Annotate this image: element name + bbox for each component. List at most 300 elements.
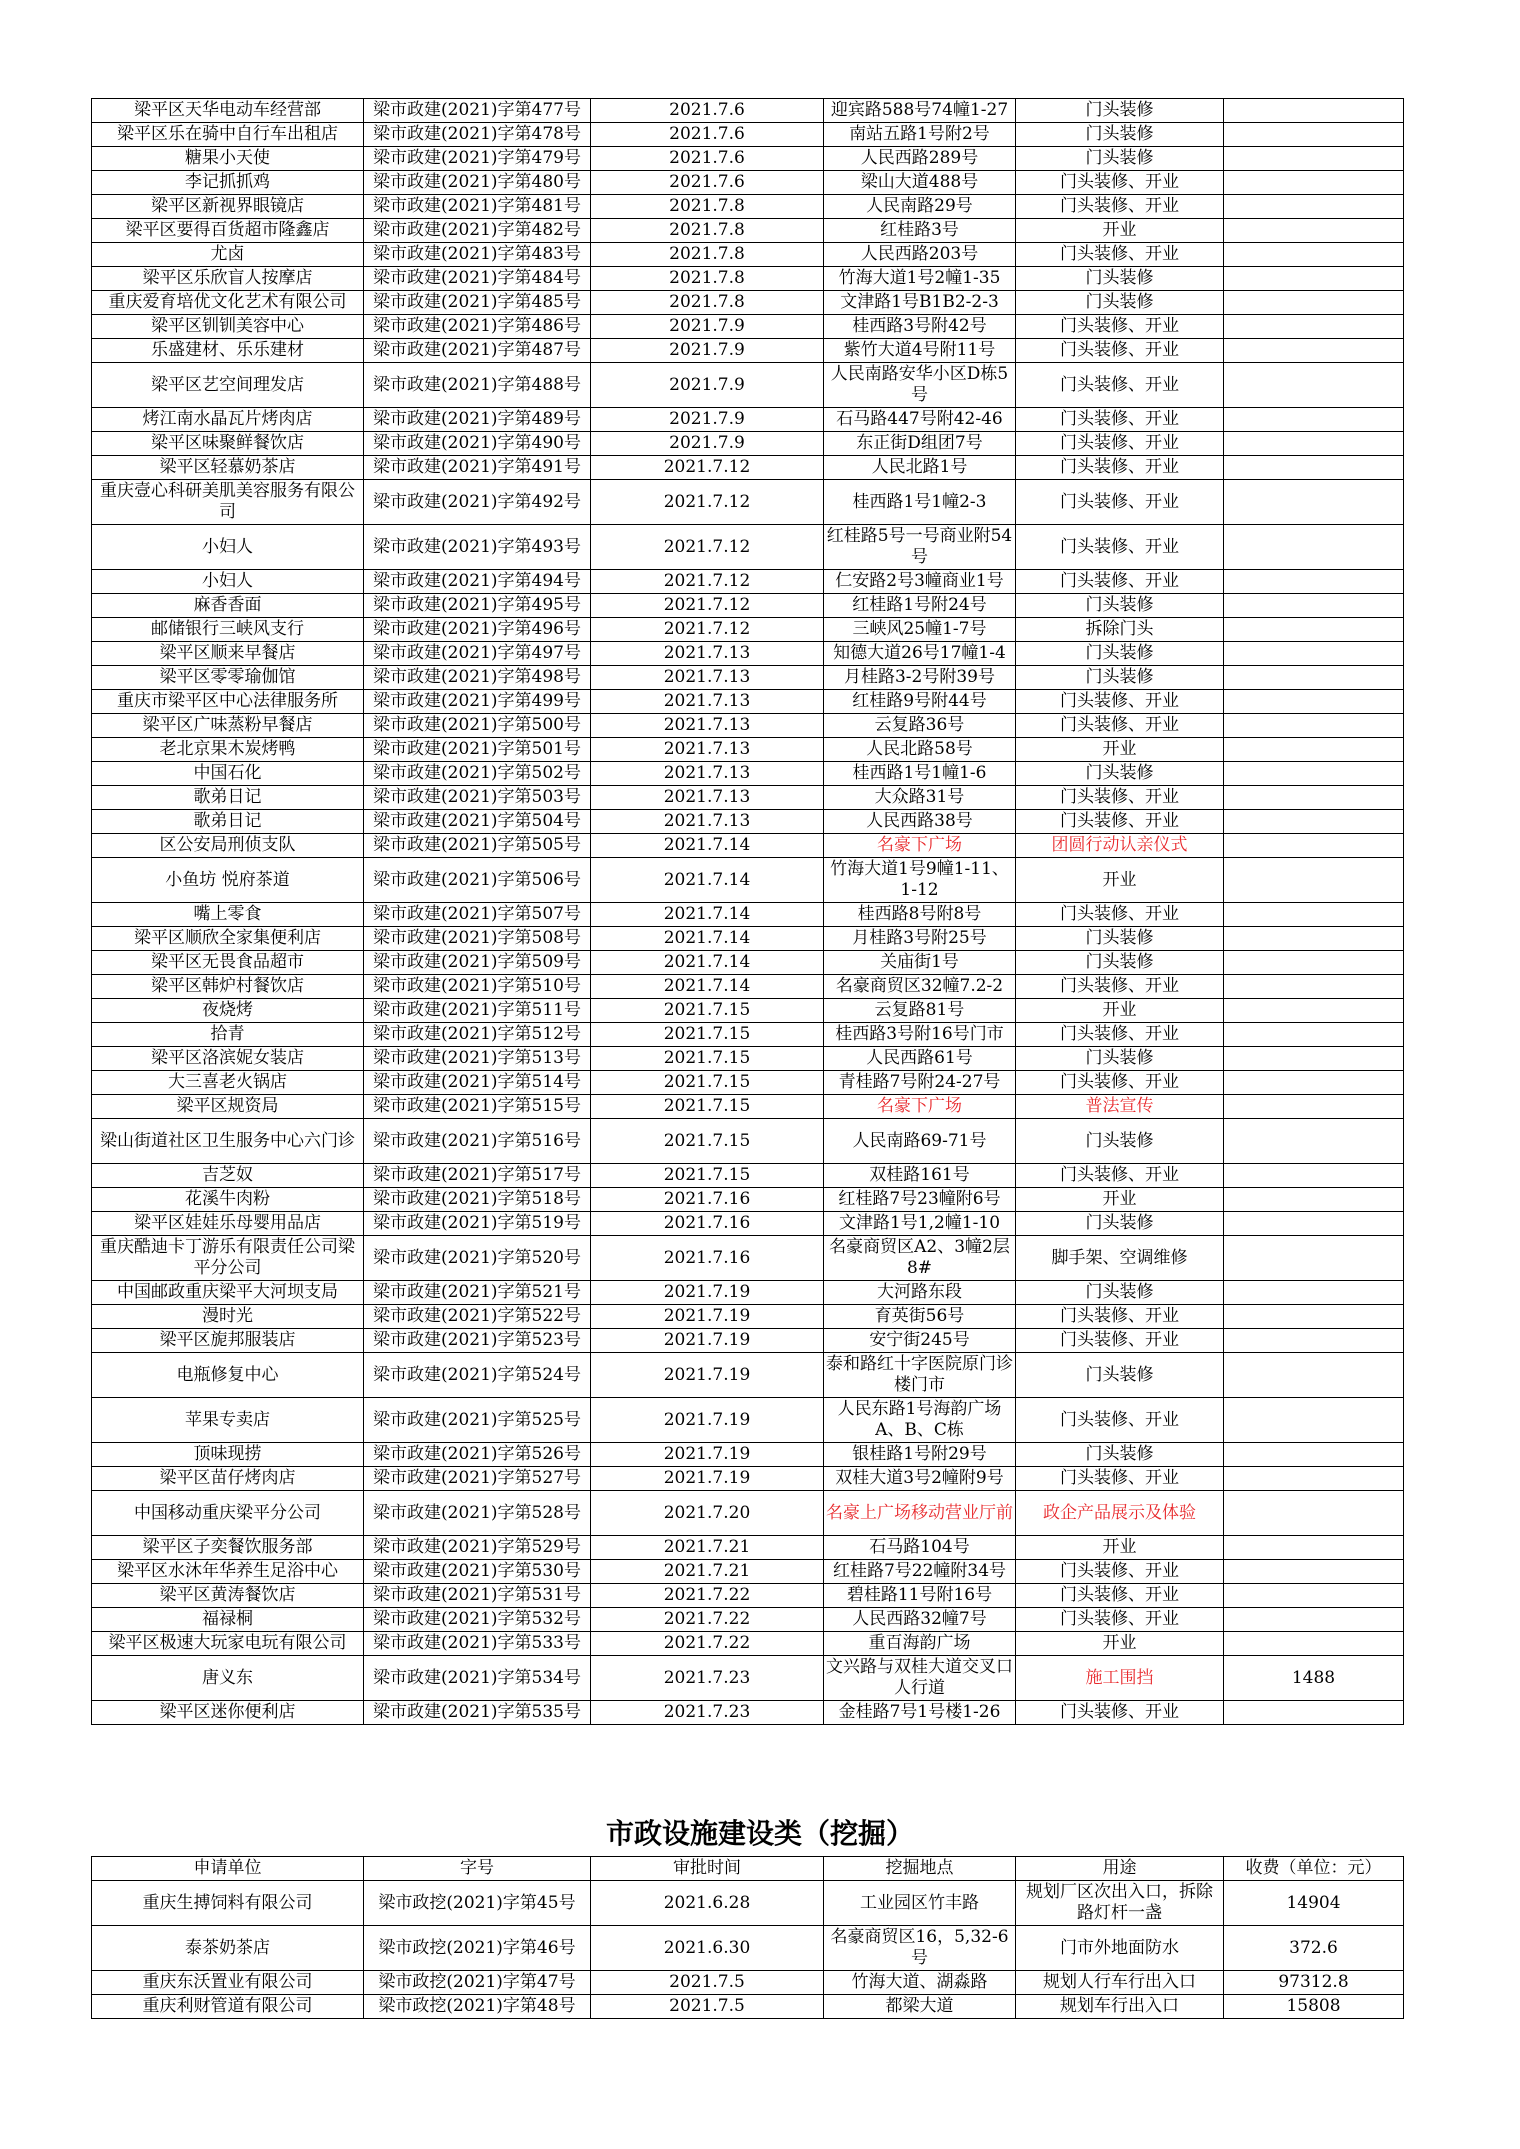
- table-row: [92, 1701, 1404, 1725]
- table-row: [92, 594, 1404, 618]
- date-cell: 2021.6.28: [591, 1881, 824, 1926]
- date-cell: 2021.7.5: [591, 1995, 824, 2019]
- fee-cell: [1224, 123, 1404, 147]
- purpose-cell: 门头装修、开业: [1016, 1398, 1224, 1443]
- permit-no-cell: 梁市政建(2021)字第527号: [364, 1467, 591, 1491]
- fee-cell: [1224, 195, 1404, 219]
- table-row: [92, 195, 1404, 219]
- fee-cell: [1224, 525, 1404, 570]
- permit-no-cell: 梁市政建(2021)字第508号: [364, 927, 591, 951]
- permit-no-cell: 梁市政建(2021)字第483号: [364, 243, 591, 267]
- purpose-cell: 门头装修、开业: [1016, 339, 1224, 363]
- header-permit-no: 字号: [364, 1857, 591, 1881]
- purpose-cell: 脚手架、空调维修: [1016, 1236, 1224, 1281]
- excavation-table: [91, 1856, 1404, 2019]
- purpose-cell: 门头装修、开业: [1016, 432, 1224, 456]
- permit-no-cell: 梁市政建(2021)字第509号: [364, 951, 591, 975]
- fee-cell: [1224, 1353, 1404, 1398]
- permit-no-cell: 梁市政建(2021)字第504号: [364, 810, 591, 834]
- header-applicant: 申请单位: [92, 1857, 364, 1881]
- permit-no-cell: 梁市政建(2021)字第498号: [364, 666, 591, 690]
- applicant-cell: 大三喜老火锅店: [92, 1071, 364, 1095]
- location-cell: 双桂大道3号2幢附9号: [824, 1467, 1016, 1491]
- fee-cell: [1224, 570, 1404, 594]
- table-row: [92, 951, 1404, 975]
- applicant-cell: 重庆酷迪卡丁游乐有限责任公司梁平分公司: [92, 1236, 364, 1281]
- date-cell: 2021.7.21: [591, 1560, 824, 1584]
- applicant-cell: 邮储银行三峡风支行: [92, 618, 364, 642]
- purpose-cell: 门头装修、开业: [1016, 243, 1224, 267]
- table-row: [92, 171, 1404, 195]
- permit-no-cell: 梁市政建(2021)字第495号: [364, 594, 591, 618]
- location-cell: 人民西路38号: [824, 810, 1016, 834]
- table-row: [92, 927, 1404, 951]
- table-row: [92, 738, 1404, 762]
- applicant-cell: 李记抓抓鸡: [92, 171, 364, 195]
- table-row: [92, 1095, 1404, 1119]
- location-cell: 红桂路7号23幢附6号: [824, 1188, 1016, 1212]
- date-cell: 2021.7.14: [591, 927, 824, 951]
- location-cell: 紫竹大道4号附11号: [824, 339, 1016, 363]
- location-cell: 名豪上广场移动营业厅前: [824, 1491, 1016, 1536]
- permit-no-cell: 梁市政建(2021)字第522号: [364, 1305, 591, 1329]
- permit-no-cell: 梁市政建(2021)字第514号: [364, 1071, 591, 1095]
- table-row: [92, 1656, 1404, 1701]
- permit-no-cell: 梁市政建(2021)字第500号: [364, 714, 591, 738]
- location-cell: 人民北路58号: [824, 738, 1016, 762]
- purpose-cell: 门头装修: [1016, 1212, 1224, 1236]
- permit-no-cell: 梁市政建(2021)字第531号: [364, 1584, 591, 1608]
- fee-cell: [1224, 1212, 1404, 1236]
- purpose-cell: 门头装修、开业: [1016, 1329, 1224, 1353]
- date-cell: 2021.7.12: [591, 618, 824, 642]
- purpose-cell: 门头装修: [1016, 1443, 1224, 1467]
- location-cell: 人民南路29号: [824, 195, 1016, 219]
- table-row: [92, 714, 1404, 738]
- applicant-cell: 老北京果木炭烤鸭: [92, 738, 364, 762]
- fee-cell: [1224, 1608, 1404, 1632]
- applicant-cell: 梁平区无畏食品超市: [92, 951, 364, 975]
- table-row: [92, 1329, 1404, 1353]
- fee-cell: [1224, 1188, 1404, 1212]
- date-cell: 2021.7.12: [591, 594, 824, 618]
- date-cell: 2021.7.8: [591, 195, 824, 219]
- date-cell: 2021.7.14: [591, 834, 824, 858]
- permit-no-cell: 梁市政建(2021)字第493号: [364, 525, 591, 570]
- date-cell: 2021.7.20: [591, 1491, 824, 1536]
- purpose-cell: 门头装修、开业: [1016, 1701, 1224, 1725]
- header-approval-date: 审批时间: [591, 1857, 824, 1881]
- date-cell: 2021.7.6: [591, 99, 824, 123]
- location-cell: 泰和路红十字医院原门诊楼门市: [824, 1353, 1016, 1398]
- fee-cell: [1224, 147, 1404, 171]
- table-row: [92, 618, 1404, 642]
- purpose-cell: 门头装修、开业: [1016, 903, 1224, 927]
- purpose-cell: 门头装修: [1016, 1119, 1224, 1164]
- fee-cell: [1224, 1467, 1404, 1491]
- location-cell: 银桂路1号附29号: [824, 1443, 1016, 1467]
- purpose-cell: 开业: [1016, 1188, 1224, 1212]
- purpose-cell: 门头装修: [1016, 147, 1224, 171]
- applicant-cell: 小妇人: [92, 570, 364, 594]
- fee-cell: [1224, 1047, 1404, 1071]
- table-row: [92, 1536, 1404, 1560]
- fee-cell: [1224, 363, 1404, 408]
- fee-cell: [1224, 1491, 1404, 1536]
- applicant-cell: 梁平区零零瑜伽馆: [92, 666, 364, 690]
- applicant-cell: 梁平区乐欣盲人按摩店: [92, 267, 364, 291]
- permit-no-cell: 梁市政建(2021)字第485号: [364, 291, 591, 315]
- date-cell: 2021.7.19: [591, 1353, 824, 1398]
- fee-cell: [1224, 1119, 1404, 1164]
- applicant-cell: 梁平区洛滨妮女装店: [92, 1047, 364, 1071]
- date-cell: 2021.7.19: [591, 1305, 824, 1329]
- location-cell: 重百海韵广场: [824, 1632, 1016, 1656]
- fee-cell: [1224, 642, 1404, 666]
- fee-cell: [1224, 315, 1404, 339]
- applicant-cell: 乐盛建材、乐乐建材: [92, 339, 364, 363]
- table-row: [92, 570, 1404, 594]
- date-cell: 2021.7.16: [591, 1236, 824, 1281]
- fee-cell: [1224, 1095, 1404, 1119]
- location-cell: 竹海大道、湖淼路: [824, 1971, 1016, 1995]
- fee-cell: [1224, 456, 1404, 480]
- fee-cell: [1224, 714, 1404, 738]
- purpose-cell: 门头装修: [1016, 762, 1224, 786]
- purpose-cell: 开业: [1016, 219, 1224, 243]
- fee-cell: [1224, 762, 1404, 786]
- fee-cell: [1224, 618, 1404, 642]
- location-cell: 云复路81号: [824, 999, 1016, 1023]
- table-row: [92, 1236, 1404, 1281]
- location-cell: 桂西路3号附42号: [824, 315, 1016, 339]
- date-cell: 2021.7.9: [591, 315, 824, 339]
- date-cell: 2021.7.19: [591, 1329, 824, 1353]
- date-cell: 2021.7.14: [591, 951, 824, 975]
- applicant-cell: 梁平区娃娃乐母婴用品店: [92, 1212, 364, 1236]
- applicant-cell: 梁平区韩炉村餐饮店: [92, 975, 364, 999]
- permit-no-cell: 梁市政挖(2021)字第45号: [364, 1881, 591, 1926]
- applicant-cell: 梁平区迷你便利店: [92, 1701, 364, 1725]
- date-cell: 2021.7.13: [591, 738, 824, 762]
- location-cell: 文兴路与双桂大道交叉口人行道: [824, 1656, 1016, 1701]
- fee-cell: [1224, 858, 1404, 903]
- table-row: [92, 1443, 1404, 1467]
- location-cell: 梁山大道488号: [824, 171, 1016, 195]
- applicant-cell: 重庆生搏饲料有限公司: [92, 1881, 364, 1926]
- applicant-cell: 梁平区味聚鲜餐饮店: [92, 432, 364, 456]
- permit-no-cell: 梁市政建(2021)字第506号: [364, 858, 591, 903]
- table-row: [92, 363, 1404, 408]
- fee-cell: [1224, 171, 1404, 195]
- permit-no-cell: 梁市政建(2021)字第482号: [364, 219, 591, 243]
- table-row: [92, 1560, 1404, 1584]
- fee-cell: 97312.8: [1224, 1971, 1404, 1995]
- permit-no-cell: 梁市政建(2021)字第507号: [364, 903, 591, 927]
- fee-cell: [1224, 834, 1404, 858]
- applicant-cell: 顶味现捞: [92, 1443, 364, 1467]
- excavation-table-body: [92, 1881, 1404, 2019]
- permit-no-cell: 梁市政建(2021)字第535号: [364, 1701, 591, 1725]
- location-cell: 文津路1号B1B2-2-3: [824, 291, 1016, 315]
- location-cell: 石马路447号附42-46: [824, 408, 1016, 432]
- permit-no-cell: 梁市政建(2021)字第496号: [364, 618, 591, 642]
- table-row: [92, 642, 1404, 666]
- fee-cell: [1224, 666, 1404, 690]
- permit-no-cell: 梁市政挖(2021)字第47号: [364, 1971, 591, 1995]
- table-row: [92, 1881, 1404, 1926]
- applicant-cell: 区公安局刑侦支队: [92, 834, 364, 858]
- header-purpose: 用途: [1016, 1857, 1224, 1881]
- fee-cell: [1224, 951, 1404, 975]
- location-cell: 人民西路289号: [824, 147, 1016, 171]
- permit-no-cell: 梁市政建(2021)字第479号: [364, 147, 591, 171]
- fee-cell: [1224, 1536, 1404, 1560]
- table-row: [92, 408, 1404, 432]
- date-cell: 2021.7.15: [591, 1164, 824, 1188]
- permit-no-cell: 梁市政建(2021)字第487号: [364, 339, 591, 363]
- table-row: [92, 1353, 1404, 1398]
- applicant-cell: 梁平区要得百货超市隆鑫店: [92, 219, 364, 243]
- table-row: [92, 1608, 1404, 1632]
- table-row: [92, 99, 1404, 123]
- location-cell: 月桂路3号附25号: [824, 927, 1016, 951]
- fee-cell: [1224, 408, 1404, 432]
- location-cell: 月桂路3-2号附39号: [824, 666, 1016, 690]
- location-cell: 红桂路9号附44号: [824, 690, 1016, 714]
- permit-no-cell: 梁市政建(2021)字第533号: [364, 1632, 591, 1656]
- permit-no-cell: 梁市政建(2021)字第492号: [364, 480, 591, 525]
- date-cell: 2021.7.15: [591, 1071, 824, 1095]
- date-cell: 2021.7.9: [591, 408, 824, 432]
- purpose-cell: 门头装修、开业: [1016, 570, 1224, 594]
- applicant-cell: 苹果专卖店: [92, 1398, 364, 1443]
- fee-cell: [1224, 786, 1404, 810]
- location-cell: 红桂路7号22幢附34号: [824, 1560, 1016, 1584]
- date-cell: 2021.7.9: [591, 363, 824, 408]
- location-cell: 人民西路61号: [824, 1047, 1016, 1071]
- permit-no-cell: 梁市政建(2021)字第517号: [364, 1164, 591, 1188]
- purpose-cell: 门头装修、开业: [1016, 195, 1224, 219]
- location-cell: 桂西路1号1幢1-6: [824, 762, 1016, 786]
- permit-no-cell: 梁市政建(2021)字第502号: [364, 762, 591, 786]
- purpose-cell: 门头装修: [1016, 267, 1224, 291]
- permit-no-cell: 梁市政建(2021)字第530号: [364, 1560, 591, 1584]
- fee-cell: [1224, 1701, 1404, 1725]
- applicant-cell: 梁平区天华电动车经营部: [92, 99, 364, 123]
- date-cell: 2021.7.15: [591, 1119, 824, 1164]
- permit-no-cell: 梁市政建(2021)字第497号: [364, 642, 591, 666]
- date-cell: 2021.7.21: [591, 1536, 824, 1560]
- location-cell: 名豪下广场: [824, 1095, 1016, 1119]
- purpose-cell: 规划人行车行出入口: [1016, 1971, 1224, 1995]
- location-cell: 碧桂路11号附16号: [824, 1584, 1016, 1608]
- purpose-cell: 门头装修、开业: [1016, 810, 1224, 834]
- applicant-cell: 梁平区顺欣全家集便利店: [92, 927, 364, 951]
- location-cell: 名豪商贸区32幢7.2-2: [824, 975, 1016, 999]
- fee-cell: [1224, 1584, 1404, 1608]
- permit-no-cell: 梁市政建(2021)字第529号: [364, 1536, 591, 1560]
- applicant-cell: 福禄桐: [92, 1608, 364, 1632]
- purpose-cell: 门头装修、开业: [1016, 1071, 1224, 1095]
- date-cell: 2021.7.8: [591, 243, 824, 267]
- purpose-cell: 开业: [1016, 999, 1224, 1023]
- location-cell: 迎宾路588号74幢1-27: [824, 99, 1016, 123]
- purpose-cell: 门头装修、开业: [1016, 1584, 1224, 1608]
- date-cell: 2021.7.14: [591, 858, 824, 903]
- permit-no-cell: 梁市政建(2021)字第519号: [364, 1212, 591, 1236]
- permit-no-cell: 梁市政建(2021)字第511号: [364, 999, 591, 1023]
- applicant-cell: 梁平区顺来早餐店: [92, 642, 364, 666]
- fee-cell: [1224, 1071, 1404, 1095]
- location-cell: 红桂路1号附24号: [824, 594, 1016, 618]
- table-row: [92, 1467, 1404, 1491]
- date-cell: 2021.7.12: [591, 456, 824, 480]
- date-cell: 2021.7.12: [591, 570, 824, 594]
- date-cell: 2021.7.9: [591, 339, 824, 363]
- date-cell: 2021.7.15: [591, 1047, 824, 1071]
- fee-cell: 1488: [1224, 1656, 1404, 1701]
- table-row: [92, 834, 1404, 858]
- applicant-cell: 糖果小天使: [92, 147, 364, 171]
- fee-cell: [1224, 1023, 1404, 1047]
- permit-no-cell: 梁市政建(2021)字第534号: [364, 1656, 591, 1701]
- applicant-cell: 漫时光: [92, 1305, 364, 1329]
- purpose-cell: 门头装修: [1016, 1047, 1224, 1071]
- purpose-cell: 门头装修、开业: [1016, 315, 1224, 339]
- location-cell: 南站五路1号附2号: [824, 123, 1016, 147]
- applicant-cell: 梁平区轻慕奶茶店: [92, 456, 364, 480]
- location-cell: 金桂路7号1号楼1-26: [824, 1701, 1016, 1725]
- date-cell: 2021.7.8: [591, 291, 824, 315]
- date-cell: 2021.7.13: [591, 690, 824, 714]
- location-cell: 人民西路203号: [824, 243, 1016, 267]
- location-cell: 文津路1号1,2幢1-10: [824, 1212, 1016, 1236]
- fee-cell: 14904: [1224, 1881, 1404, 1926]
- fee-cell: [1224, 432, 1404, 456]
- table-row: [92, 456, 1404, 480]
- table-row: [92, 858, 1404, 903]
- location-cell: 人民西路32幢7号: [824, 1608, 1016, 1632]
- table-row: [92, 1212, 1404, 1236]
- permit-no-cell: 梁市政建(2021)字第520号: [364, 1236, 591, 1281]
- fee-cell: 15808: [1224, 1995, 1404, 2019]
- table-row: [92, 762, 1404, 786]
- date-cell: 2021.7.19: [591, 1443, 824, 1467]
- table-row: [92, 525, 1404, 570]
- applicant-cell: 唐义东: [92, 1656, 364, 1701]
- purpose-cell: 门头装修、开业: [1016, 1608, 1224, 1632]
- date-cell: 2021.7.19: [591, 1281, 824, 1305]
- applicant-cell: 梁平区旎邦服装店: [92, 1329, 364, 1353]
- date-cell: 2021.7.12: [591, 525, 824, 570]
- applicant-cell: 梁平区极速大玩家电玩有限公司: [92, 1632, 364, 1656]
- table-row: [92, 975, 1404, 999]
- fee-cell: [1224, 267, 1404, 291]
- purpose-cell: 规划车行出入口: [1016, 1995, 1224, 2019]
- permit-no-cell: 梁市政建(2021)字第526号: [364, 1443, 591, 1467]
- location-cell: 人民南路安华小区D栋5号: [824, 363, 1016, 408]
- applicant-cell: 梁平区规资局: [92, 1095, 364, 1119]
- table-row: [92, 1632, 1404, 1656]
- applicant-cell: 中国邮政重庆梁平大河坝支局: [92, 1281, 364, 1305]
- permit-no-cell: 梁市政建(2021)字第480号: [364, 171, 591, 195]
- purpose-cell: 门头装修、开业: [1016, 171, 1224, 195]
- purpose-cell: 门头装修、开业: [1016, 690, 1224, 714]
- applicant-cell: 拾青: [92, 1023, 364, 1047]
- table-row: [92, 1398, 1404, 1443]
- permit-no-cell: 梁市政建(2021)字第510号: [364, 975, 591, 999]
- applicant-cell: 重庆爱育培优文化艺术有限公司: [92, 291, 364, 315]
- header-fee: 收费（单位：元）: [1224, 1857, 1404, 1881]
- fee-cell: [1224, 690, 1404, 714]
- permit-no-cell: 梁市政建(2021)字第515号: [364, 1095, 591, 1119]
- table-row: [92, 123, 1404, 147]
- fee-cell: [1224, 1281, 1404, 1305]
- location-cell: 知德大道26号17幢1-4: [824, 642, 1016, 666]
- date-cell: 2021.7.14: [591, 903, 824, 927]
- applicant-cell: 花溪牛肉粉: [92, 1188, 364, 1212]
- permit-no-cell: 梁市政建(2021)字第523号: [364, 1329, 591, 1353]
- excavation-header-row: [92, 1857, 1404, 1881]
- location-cell: 双桂路161号: [824, 1164, 1016, 1188]
- table-row: [92, 690, 1404, 714]
- applicant-cell: 夜烧烤: [92, 999, 364, 1023]
- permit-no-cell: 梁市政建(2021)字第525号: [364, 1398, 591, 1443]
- permit-no-cell: 梁市政建(2021)字第488号: [364, 363, 591, 408]
- location-cell: 工业园区竹丰路: [824, 1881, 1016, 1926]
- permit-no-cell: 梁市政建(2021)字第518号: [364, 1188, 591, 1212]
- table-row: [92, 1164, 1404, 1188]
- location-cell: 竹海大道1号2幢1-35: [824, 267, 1016, 291]
- location-cell: 育英街56号: [824, 1305, 1016, 1329]
- table-row: [92, 147, 1404, 171]
- location-cell: 大河路东段: [824, 1281, 1016, 1305]
- date-cell: 2021.7.22: [591, 1584, 824, 1608]
- fee-cell: [1224, 594, 1404, 618]
- purpose-cell: 门头装修: [1016, 642, 1224, 666]
- location-cell: 安宁街245号: [824, 1329, 1016, 1353]
- applicant-cell: 电瓶修复中心: [92, 1353, 364, 1398]
- fee-cell: [1224, 810, 1404, 834]
- table-row: [92, 1491, 1404, 1536]
- applicant-cell: 重庆市梁平区中心法律服务所: [92, 690, 364, 714]
- location-cell: 桂西路1号1幢2-3: [824, 480, 1016, 525]
- purpose-cell: 门头装修、开业: [1016, 975, 1224, 999]
- permit-no-cell: 梁市政挖(2021)字第46号: [364, 1926, 591, 1971]
- date-cell: 2021.7.23: [591, 1701, 824, 1725]
- table-row: [92, 1995, 1404, 2019]
- location-cell: 人民东路1号海韵广场A、B、C栋: [824, 1398, 1016, 1443]
- table-row: [92, 1926, 1404, 1971]
- fee-cell: [1224, 927, 1404, 951]
- permit-no-cell: 梁市政建(2021)字第489号: [364, 408, 591, 432]
- table-row: [92, 480, 1404, 525]
- date-cell: 2021.6.30: [591, 1926, 824, 1971]
- purpose-cell: 门头装修: [1016, 1281, 1224, 1305]
- table-row: [92, 1188, 1404, 1212]
- purpose-cell: 规划厂区次出入口，拆除路灯杆一盏: [1016, 1881, 1224, 1926]
- fee-cell: [1224, 903, 1404, 927]
- fee-cell: [1224, 291, 1404, 315]
- date-cell: 2021.7.13: [591, 810, 824, 834]
- table-row: [92, 1071, 1404, 1095]
- purpose-cell: 开业: [1016, 738, 1224, 762]
- date-cell: 2021.7.6: [591, 171, 824, 195]
- fee-cell: [1224, 1305, 1404, 1329]
- applicant-cell: 重庆壹心科研美肌美容服务有限公司: [92, 480, 364, 525]
- permit-no-cell: 梁市政建(2021)字第481号: [364, 195, 591, 219]
